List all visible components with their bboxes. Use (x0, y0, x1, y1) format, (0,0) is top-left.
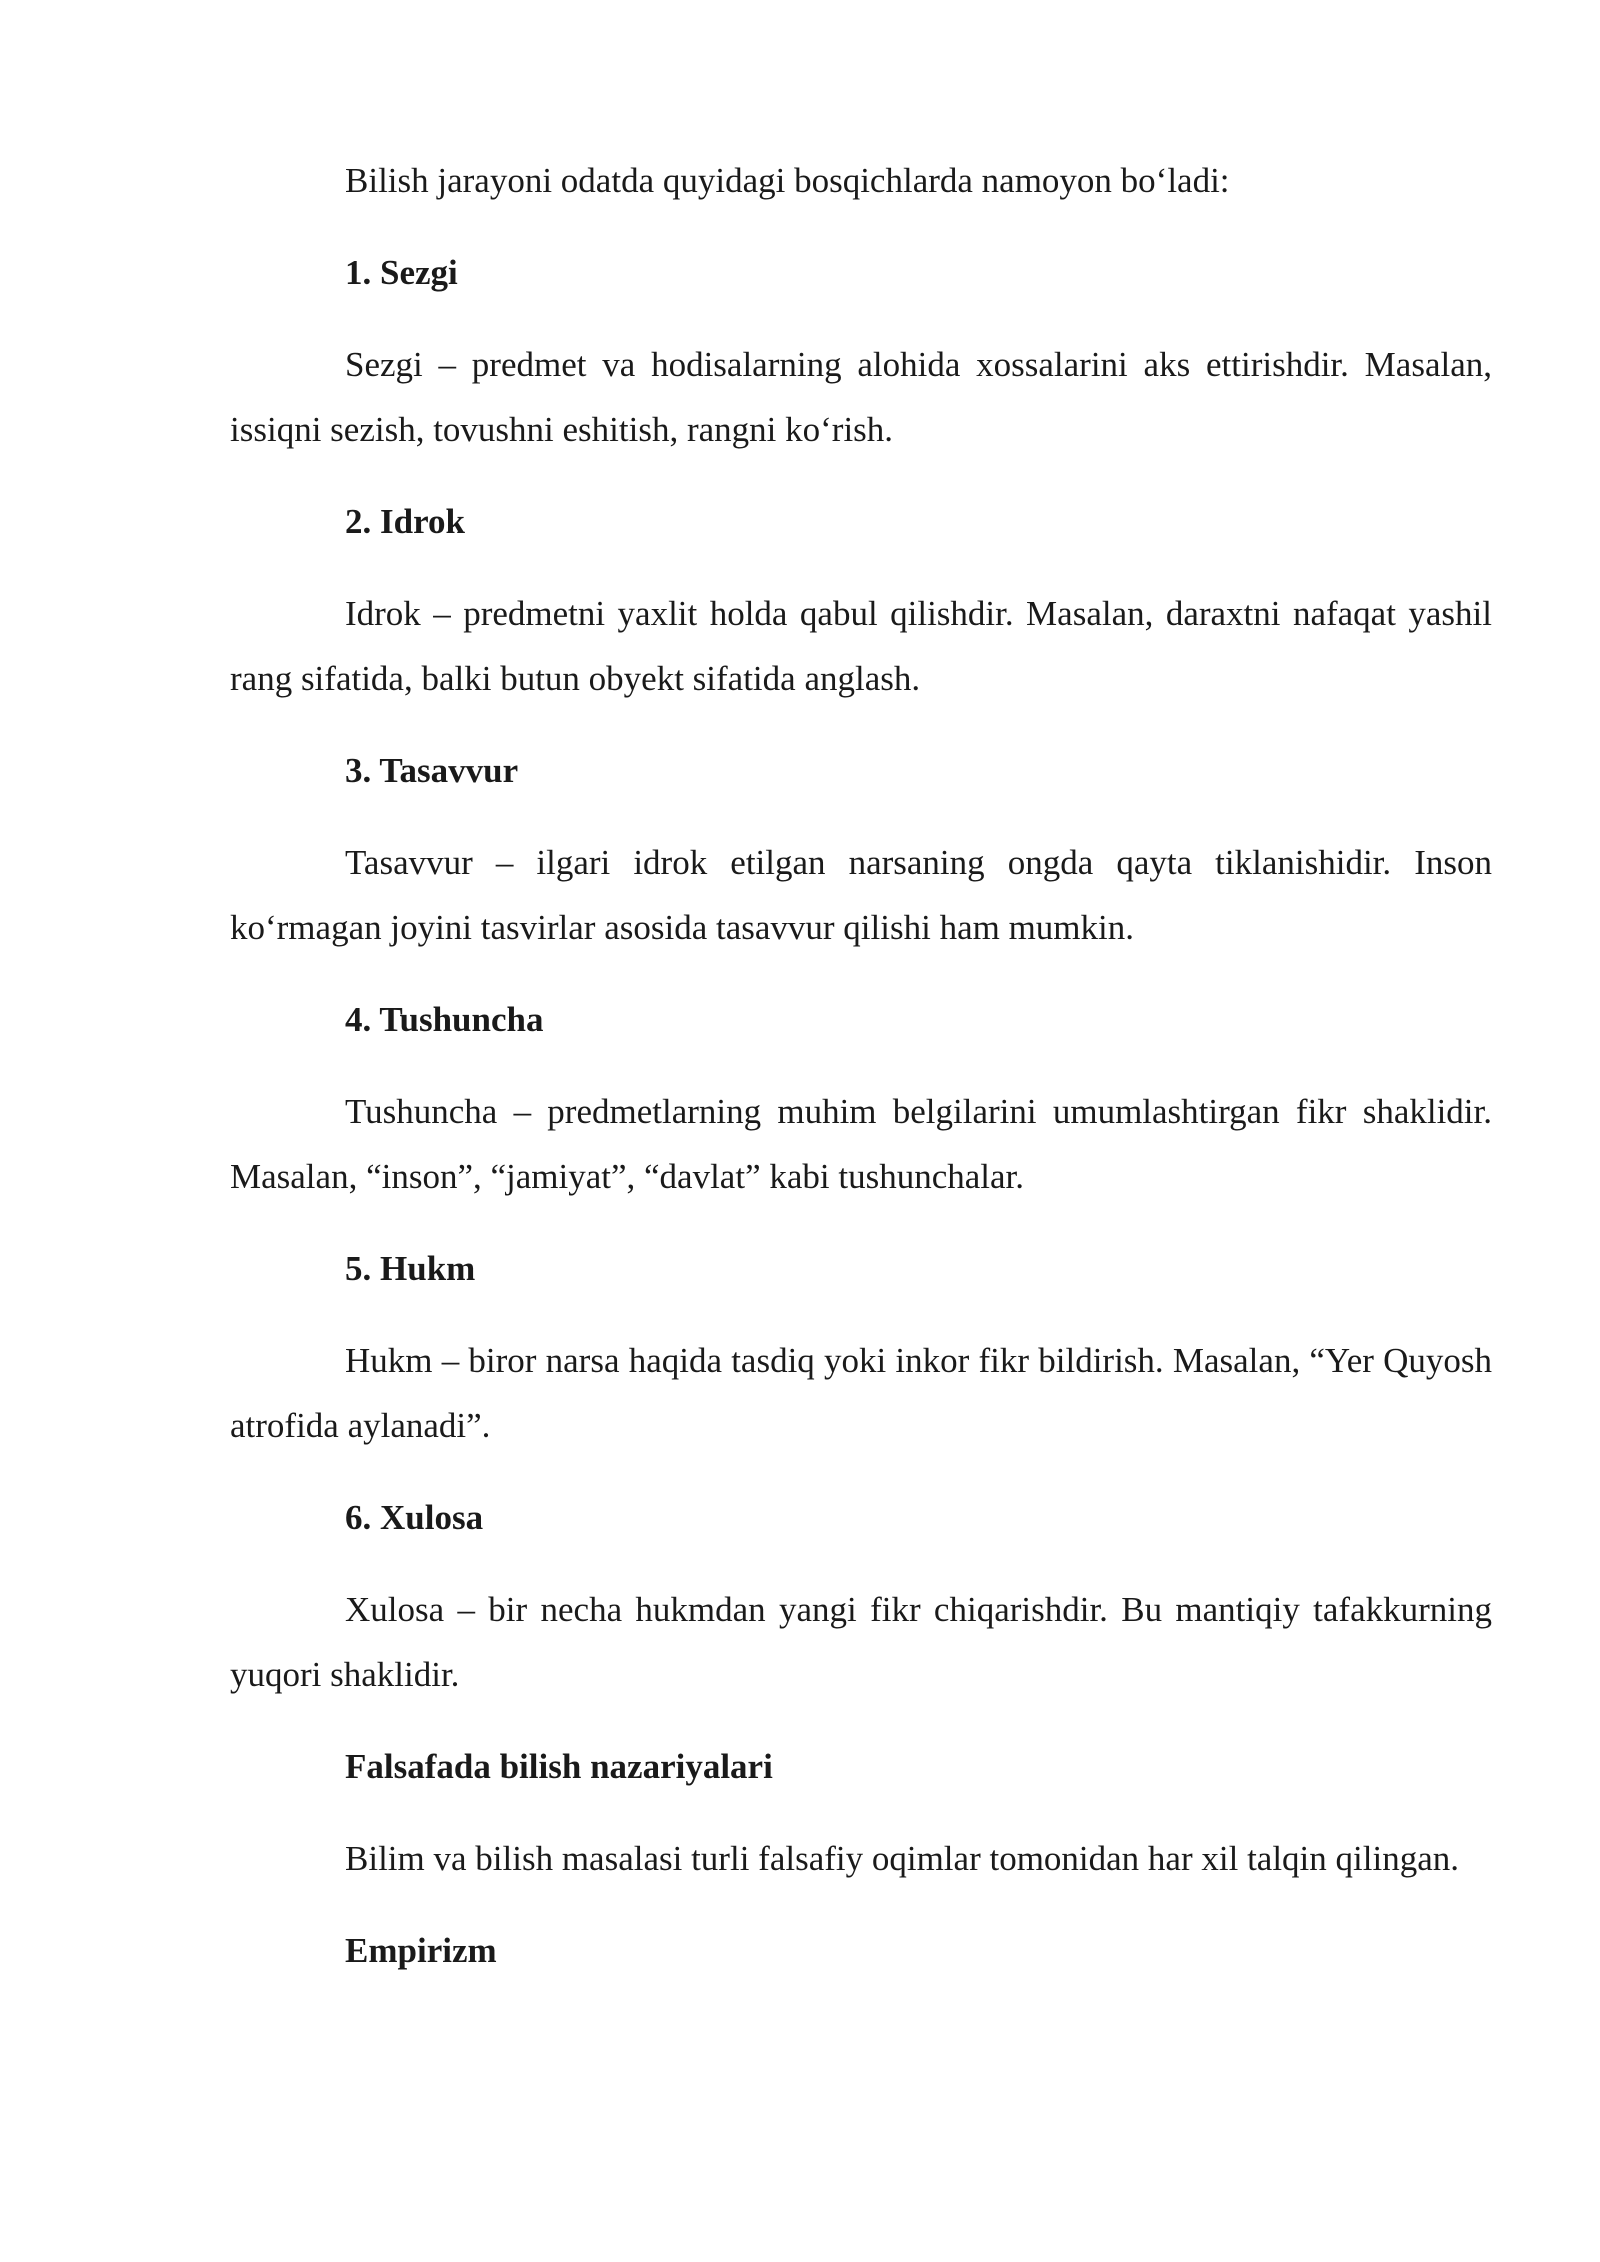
section-body-tasavvur: Tasavvur – ilgari idrok etilgan narsaning ongda qayta tiklanishidir. Inson ko‘rmagan joyini tasvirlar asosida tasavvur qilishi ham mumkin. (230, 843, 1492, 947)
section-heading-xulosa: 6. Xulosa (345, 1498, 484, 1537)
section-heading-tasavvur: 3. Tasavvur (345, 751, 519, 790)
section-body-sezgi: Sezgi – predmet va hodisalarning alohida xossalarini aks ettirishdir. Masalan, issiqni sezish, tovushni eshitish, rangni ko‘rish. (230, 345, 1492, 449)
section-body-xulosa: Xulosa – bir necha hukmdan yangi fikr chiqarishdir. Bu mantiqiy tafakkurning yuqori shaklidir. (230, 1590, 1492, 1694)
section-heading-empirizm: Empirizm (345, 1931, 497, 1970)
section-body-hukm: Hukm – biror narsa haqida tasdiq yoki inkor fikr bildirish. Masalan, “Yer Quyosh atrofida aylanadi”. (230, 1341, 1492, 1445)
section-heading-bilish-nazariyalari: Falsafada bilish nazariyalari (345, 1747, 773, 1786)
section-heading-tushuncha: 4. Tushuncha (345, 1000, 544, 1039)
section-heading-hukm: 5. Hukm (345, 1249, 476, 1288)
section-body-tushuncha: Tushuncha – predmetlarning muhim belgilarini umumlashtirgan fikr shaklidir. Masalan, “inson”, “jamiyat”, “davlat” kabi tushunchalar. (230, 1092, 1492, 1196)
section-body-idrok: Idrok – predmetni yaxlit holda qabul qilishdir. Masalan, daraxtni nafaqat yashil rang sifatida, balki butun obyekt sifatida anglash. (230, 594, 1492, 698)
section-heading-idrok: 2. Idrok (345, 502, 465, 541)
intro-paragraph: Bilish jarayoni odatda quyidagi bosqichlarda namoyon bo‘ladi: (345, 161, 1230, 200)
section-body-bilish-nazariyalari: Bilim va bilish masalasi turli falsafiy oqimlar tomonidan har xil talqin qilingan. (345, 1839, 1459, 1878)
section-heading-sezgi: 1. Sezgi (345, 253, 458, 292)
document-content (230, 148, 1492, 2010)
